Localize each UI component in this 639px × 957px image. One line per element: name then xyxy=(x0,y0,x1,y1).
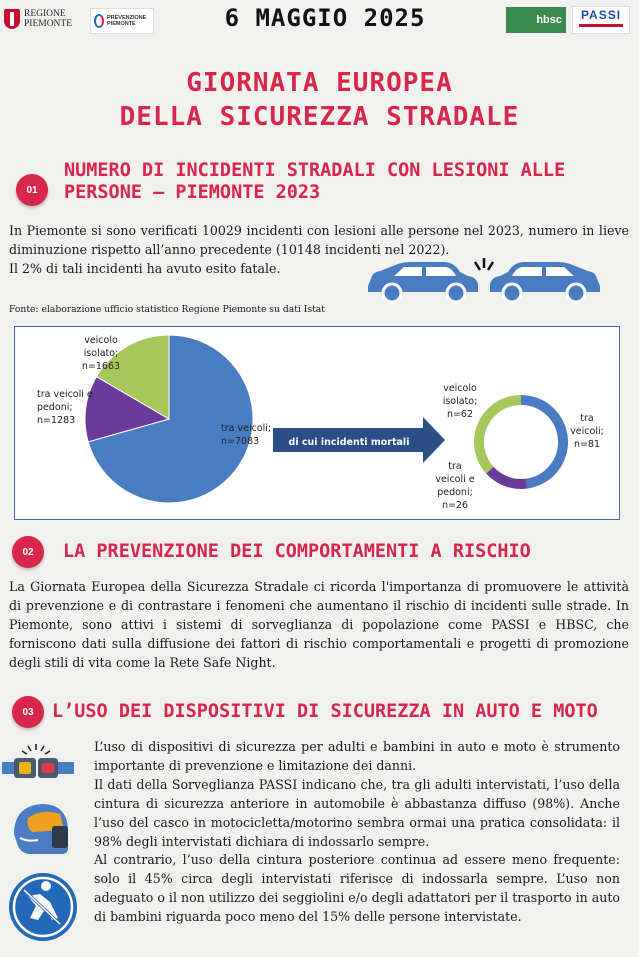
donut-label-2: tra veicoli e pedoni; n=26 xyxy=(435,461,475,511)
prevenzione-mark-icon xyxy=(94,14,104,28)
section-2-badge: 02 xyxy=(12,536,44,568)
section-1-badge: 01 xyxy=(16,174,48,206)
section-3-text xyxy=(94,738,620,927)
regione-logo-text: REGIONE PIEMONTE xyxy=(24,9,73,29)
prevenzione-piemonte-logo: PREVENZIONE PIEMONTE xyxy=(90,8,154,34)
regione-shield-icon xyxy=(4,9,20,29)
pie-label-2: tra veicoli e pedoni; n=1283 xyxy=(37,389,93,426)
car-crash-icon xyxy=(364,256,604,306)
section-3-paragraph-2: Il dati della Sorveglianza PASSI indicano che, tra gli adulti intervistati, l’uso della cintura di sicurezza anteriore in automobile è abbastanza diffuso (98%). Anche l’uso del casco in motocicletta/motorino sembra ormai una pratica consolidata: il 98% degli intervistati dichiara di indossarlo sempre. xyxy=(94,776,620,849)
section-3-title: L’USO DEI DISPOSITIVI DI SICUREZZA IN AUTO E MOTO xyxy=(52,701,598,722)
pie-label-1: tra veicoli; n=7083 xyxy=(221,423,272,447)
donut-label-1: tra veicoli; n=81 xyxy=(570,413,604,450)
helmet-icon xyxy=(8,798,72,860)
section-3-badge: 03 xyxy=(12,696,44,728)
section-2-paragraph: La Giornata Europea della Sicurezza Stradale ci ricorda l'importanza di promuovere le attività di prevenzione e di contrastare i fenomeni che aumentano il rischio di incidenti sulle strade. In Piemonte, sono attivi i sistemi di sorveglianza di popolazione come PASSI e HBSC, che forniscono dati sulla diffusione dei fattori di rischio comportamentali e progetti di promozione degli stili di vita come la Rete Safe Night. xyxy=(9,579,629,670)
section-3-paragraph-3: Al contrario, l’uso della cintura posteriore continua ad essere meno frequente: solo il 45% circa degli intervistati riferisce di indossarla sempre. L’uso non adeguato o il non utilizzo dei seggiolini e/o degli adattatori per il trasporto in auto di bambini riguarda poco meno del 15% delle persone intervistate. xyxy=(94,852,620,925)
regione-piemonte-logo xyxy=(4,8,84,30)
section-3-paragraph-1: L’uso di dispositivi di sicurezza per adulti e bambini in auto e moto è strumento importante di prevenzione e limitazione dei danni. xyxy=(94,739,620,773)
passi-logo: PASSI xyxy=(572,6,630,34)
data-source: Fonte: elaborazione ufficio statistico Regione Piemonte su dati Istat xyxy=(9,304,325,315)
child-seat-icon xyxy=(8,872,78,942)
donut-segment-2 xyxy=(490,470,527,484)
incidents-chart xyxy=(14,326,620,520)
hbsc-logo: hbsc xyxy=(506,7,566,33)
section-1-paragraph: In Piemonte si sono verificati 10029 incidenti con lesioni alle persone nel 2023, numero in lieve diminuzione rispetto all’anno precedente (10148 incidenti nel 2022). xyxy=(9,223,629,257)
section-1-paragraph-2: Il 2% di tali incidenti ha avuto esito fatale. xyxy=(9,261,281,276)
page-title: GIORNATA EUROPEA DELLA SICUREZZA STRADALE xyxy=(119,68,520,132)
donut-segment-3 xyxy=(479,400,521,470)
section-2-title: LA PREVENZIONE DEI COMPORTAMENTI A RISCHIO xyxy=(63,541,531,562)
donut-segment-1 xyxy=(521,400,563,484)
section-1-title: NUMERO DI INCIDENTI STRADALI CON LESIONI ALLE PERSONE – PIEMONTE 2023 xyxy=(64,160,566,203)
incidents-chart-svg xyxy=(15,327,621,521)
event-date: 6 MAGGIO 2025 xyxy=(224,4,426,32)
seatbelt-icon xyxy=(0,740,78,782)
pie-label-3: veicolo isolato; n=1663 xyxy=(81,335,121,372)
donut-label-3: veicolo isolato; n=62 xyxy=(442,383,478,420)
arrow-label: di cui incidenti mortali xyxy=(288,437,410,448)
